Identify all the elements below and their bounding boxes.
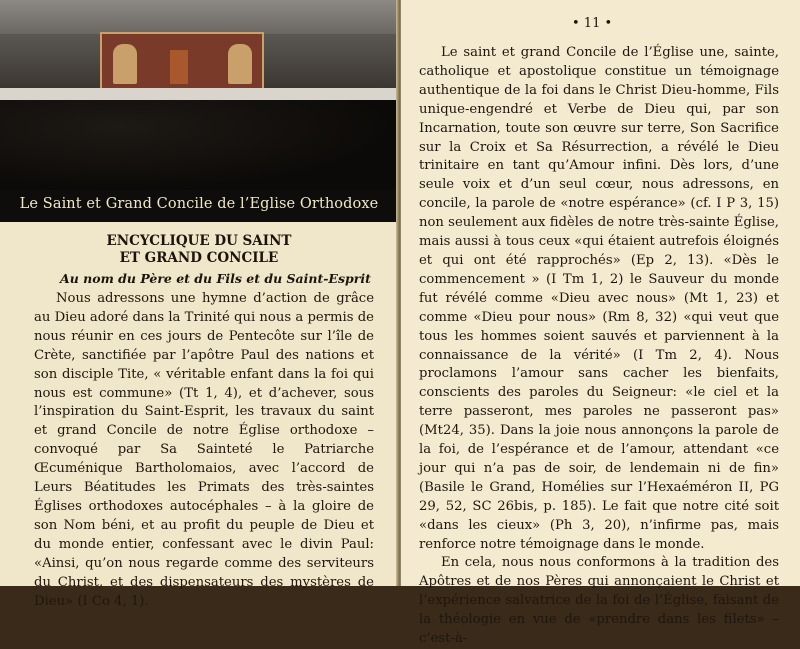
subheading: Au nom du Père et du Fils et du Saint-Esprit (60, 271, 371, 286)
page-number: • 11 • (572, 16, 613, 31)
right-paragraph-2: En cela, nous nous conformons à la tradition des Apôtres et de nos Pères qui annonçaient le Christ et l’expérience salvatrice de la foi de l’Église, faisant de la théologie en vue de «prendre dans les filets» – c’est-à- (419, 555, 779, 647)
central-icon (170, 50, 188, 84)
right-body (419, 44, 779, 649)
council-photo (0, 0, 398, 190)
icon-left (113, 44, 137, 84)
ceiling-lights (0, 0, 398, 34)
left-paragraph: Nous adressons une hymne d’action de grâce au Dieu adoré dans la Trinité qui nous a permis de nous réunir en ces jours de Pentecôte sur l’île de Crète, sanctifiée par l’apôtre Paul des nations et son disciple Tite, « véritable enfant dans la foi qui nous est commune» (Tt 1, 4), et d’achever, sous l’inspiration du Saint-Esprit, les travaux du saint et grand Concile de notre Église orthodoxe – convoqué par Sa Sainteté le Patriarche Œcuménique Bartholomaios, avec l’accord de Leurs Béatitudes les Primats des très-saintes Églises orthodoxes autocéphales – à la gloire de son Nom béni, et au profit du peuple de Dieu et du monde entier, confessant avec le divin Paul: «Ainsi, qu’on nous regarde comme des serviteurs du Christ, et des dispensateurs des mystères de Dieu» (I Co 4, 1). (34, 291, 374, 609)
heading-line-2: ET GRAND CONCILE (119, 250, 279, 266)
photo-caption: Le Saint et Grand Concile de l’Eglise Orthodoxe (19, 196, 379, 212)
left-page (0, 0, 398, 609)
left-body (34, 290, 374, 611)
assembly-silhouettes (0, 100, 398, 190)
right-paragraph-1: Le saint et grand Concile de l’Église une, sainte, catholique et apostolique constitue un témoignage authentique de la foi dans le Christ Dieu-homme, Fils unique-engendré et Verbe de Dieu qui, par son Incarnation, toute son œuvre sur terre, Son Sacrifice sur la Croix et Sa Résurrection, a révélé le Dieu trinitaire en tant qu’Amour infini. Dès lors, d’une seule voix et d’un seul cœur, nous adressons, en concile, la parole de «notre espérance» (cf. I P 3, 15) non seulement aux fidèles de notre très-sainte Église, mais aussi à tous ceux «qui étaient autrefois éloignés et qui ont été rapprochés» (Ep 2, 13). «Dès le commencement » (I Tm 1, 2) le Sauveur du monde fut révélé comme «Dieu avec nous» (Mt 1, 23) et comme «Dieu pour nous» (Rm 8, 32) «qui veut que tous les hommes soient sauvés et parviennent à la connaissance de la vérité» (I Tm 2, 4). Nous proclamons l’amour sans cacher les bienfaits, conscients des paroles du Seigneur: «le ciel et la terre passeront, mes paroles ne passeront pas» (Mt24, 35). Dans la joie nous annonçons la parole de la foi, de l’espérance et de l’amour, attendant «ce jour qui n’a pas de soir, de lendemain ni de fin» (Basile le Grand, Homélies sur l’Hexaéméron II, PG 29, 52, SC 26bis, p. 185). Le fait que notre cité soit «dans les cieux» (Ph 3, 20), n’infirme pas, mais renforce notre témoignage dans le monde. (419, 45, 779, 552)
heading-line-1: ENCYCLIQUE DU SAINT (106, 233, 292, 249)
icon-right (228, 44, 252, 84)
right-page (401, 0, 800, 647)
